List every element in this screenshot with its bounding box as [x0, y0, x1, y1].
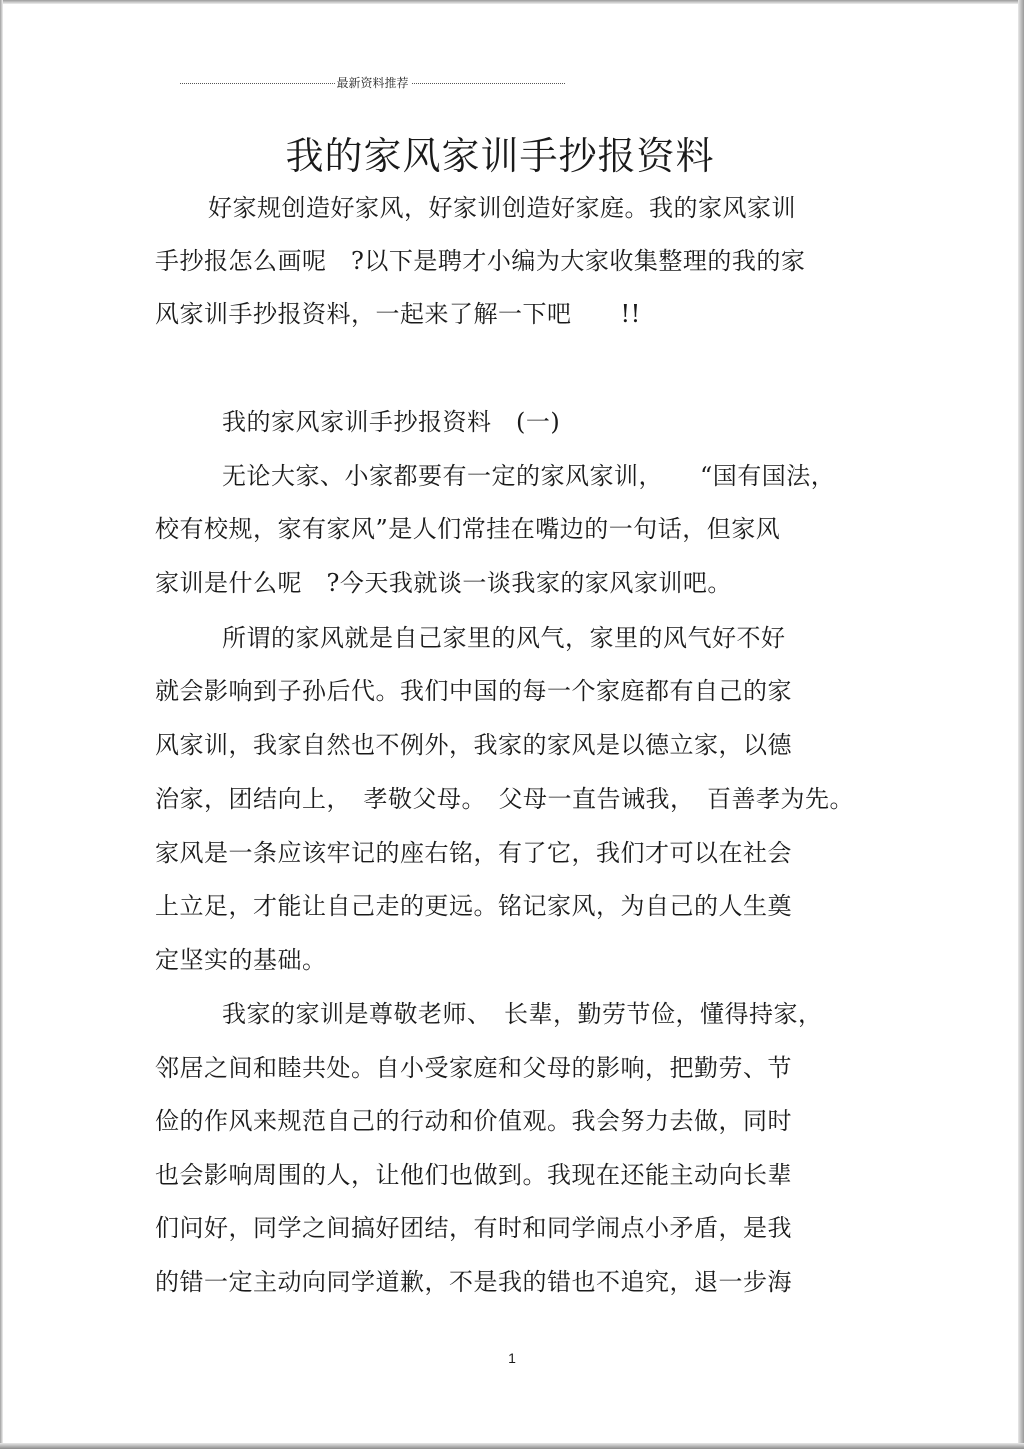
running-header	[180, 74, 565, 92]
paragraph-line: 所谓的家风就是自己家里的风气，家里的风气好不好	[222, 624, 786, 652]
paragraph-line: 好家规创造好家风，好家训创造好家庭。我的家风家训	[208, 194, 796, 222]
document-title: 我的家风家训手抄报资料	[285, 134, 715, 178]
page-edge-right	[1018, 0, 1024, 1449]
paragraph-line: 校有校规，家有家风”是人们常挂在嘴边的一句话，但家风	[155, 515, 781, 543]
paragraph-line: 邻居之间和睦共处。自小受家庭和父母的影响，把勤劳、节	[155, 1054, 792, 1082]
paragraph-line: 也会影响周围的人，让他们也做到。我现在还能主动向长辈	[155, 1161, 792, 1189]
paragraph-line: 就会影响到子孙后代。我们中国的每一个家庭都有自己的家	[155, 677, 792, 705]
header-text: 最新资料推荐	[336, 76, 409, 90]
page-number: 1	[508, 1350, 516, 1366]
paragraph-line: 上立足，才能让自己走的更远。铭记家风，为自己的人生奠	[155, 892, 792, 920]
paragraph-line: 俭的作风来规范自己的行动和价值观。我会努力去做，同时	[155, 1107, 792, 1135]
paragraph-line: 治家，团结向上， 孝敬父母。 父母一直告诫我， 百善孝为先。	[155, 785, 854, 813]
paragraph-line: 风家训，我家自然也不例外，我家的家风是以德立家，以德	[155, 731, 792, 759]
paragraph-line: 手抄报怎么画呢 ?以下是聘才小编为大家收集整理的我的家	[155, 247, 806, 275]
paragraph-line: 无论大家、小家都要有一定的家风家训， “国有国法，	[222, 462, 836, 490]
paragraph-line: 们问好，同学之间搞好团结，有时和同学闹点小矛盾，是我	[155, 1214, 792, 1242]
paragraph-line: 我家的家训是尊敬老师、 长辈，勤劳节俭，懂得持家，	[222, 1000, 823, 1028]
paragraph-line: 定坚实的基础。	[155, 946, 327, 974]
paragraph-line: 家训是什么呢 ?今天我就谈一谈我家的家风家训吧。	[155, 569, 732, 597]
section-heading: 我的家风家训手抄报资料 (一)	[222, 408, 561, 436]
paragraph-line: 风家训手抄报资料，一起来了解一下吧 !!	[155, 300, 641, 328]
paragraph-line: 的错一定主动向同学道歉，不是我的错也不追究，退一步海	[155, 1268, 792, 1296]
page-edge-bottom	[0, 1443, 1024, 1449]
page-edge-top	[0, 0, 1024, 4]
paragraph-line: 家风是一条应该牢记的座右铭，有了它，我们才可以在社会	[155, 839, 792, 867]
page-edge-left	[0, 0, 3, 1449]
